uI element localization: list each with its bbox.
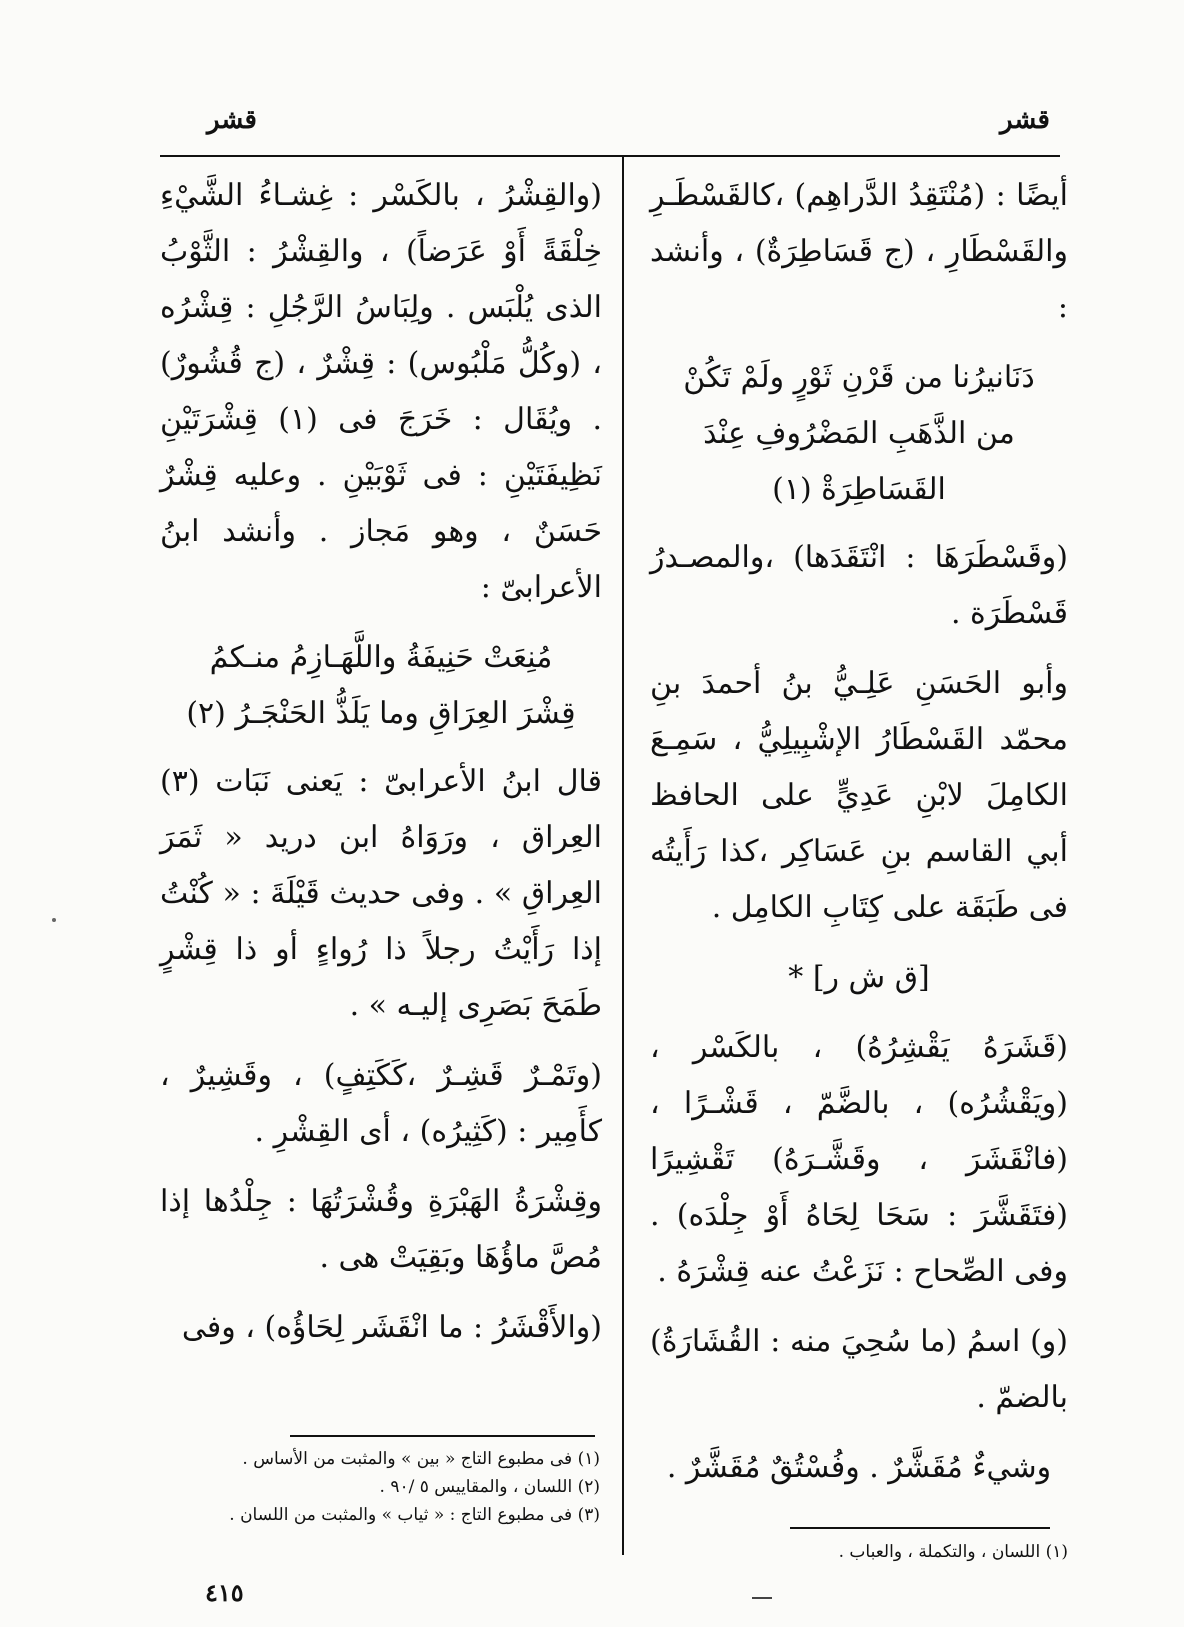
column-divider xyxy=(622,155,624,1555)
left-paragraph-4: وقِشْرَةُ الهَبْرَةِ وقُشْرَتُهَا : جِلْدُها إذا مُصَّ ماؤُهَا وبَقِيَتْ هى . xyxy=(160,1184,602,1275)
footnote-rule-right xyxy=(790,1527,1050,1529)
header-rule xyxy=(160,155,1060,157)
right-column xyxy=(650,168,1068,1510)
footnote-left-3: (٣) فى مطبوع التاج : « ثياب » والمثبت من اللسان . xyxy=(229,1505,600,1525)
running-head-left: قشر xyxy=(207,105,257,135)
printer-mark xyxy=(752,1597,772,1599)
footnotes-right xyxy=(650,1538,1068,1566)
right-paragraph-1: أيضًا : (مُنْتَقِدُ الدَّراهِم) ،كالقَسْطَـرِ والقَسْطَارِ ، (ج قَسَاطِرَةٌ) ، وأنشد : xyxy=(650,178,1068,325)
footnotes-left xyxy=(160,1445,600,1529)
left-paragraph-5: (والأَقْشَرُ : ما انْقَشَر لِحَاؤُه) ، وفى xyxy=(181,1310,602,1345)
right-paragraph-4: (قَشَرَهُ يَقْشِرُهُ) ، بالكَسْر ، (ويَقْشُرُه) ، بالضَّمّ ، قَشْـرًا ، (فانْقَشَرَ ، وقَشَّـرَهُ) تَقْشِيرًا (فتَقَشَّرَ : سَحَا لِحَاهُ أَوْ جِلْدَه) . وفى الصِّحاح : نَزَعْتُ عنه قِشْرَهُ . xyxy=(650,1030,1068,1289)
scan-speck xyxy=(52,918,56,922)
left-verse-line-2: قِشْرَ العِرَاقِ وما يَلَذُّ الحَنْجَـرُ (٢) xyxy=(186,696,576,731)
right-paragraph-3: وأبو الحَسَنِ عَلِـيُّ بنُ أحمدَ بنِ محمّد القَسْطَارُ الإشْبِيلِيُّ ، سَمِـعَ الكامِلَ لابْنِ عَدِيٍّ على الحافظ أبي القاسم بنِ عَسَاكِر ،كذا رَأَيتُه فى طَبَقَة على كِتَابِ الكامِل . xyxy=(650,666,1068,925)
running-head-right: قشر xyxy=(1000,105,1050,135)
footnote-left-1: (١) فى مطبوع التاج « بين » والمثبت من الأساس . xyxy=(242,1449,600,1469)
left-verse xyxy=(160,630,602,742)
left-verse-line-1: مُنِعَتْ حَنِيفَةُ واللَّهَـازِمُ منـكمُ xyxy=(209,640,553,675)
left-column xyxy=(160,168,602,1370)
left-paragraph-1: (والقِشْرُ ، بالكَسْر : غِشـاءُ الشَّيْءِ خِلْقَةً أَوْ عَرَضاً) ، والقِشْرُ : الثَّوْبُ الذى يُلْبَس . ولِبَاسُ الرَّجُلِ : قِشْرُه ، (وكُلُّ مَلْبُوس) : قِشْرٌ ، (ج قُشُورٌ) . ويُقَال : خَرَجَ فى (١) قِشْرَتَيْنِ نَظِيفَتَيْنِ : فى ثَوْبَيْنِ . وعليه قِشْرٌ حَسَنٌ ، وهو مَجاز . وأنشد ابنُ الأعرابىّ : xyxy=(160,178,602,605)
footnote-rule-left xyxy=(290,1435,595,1437)
entry-heading: [ق ش ر] * xyxy=(788,960,930,995)
left-paragraph-2: قال ابنُ الأعرابىّ : يَعنى نَبَات (٣) العِراق ، ورَوَاهُ ابن دريد « ثَمَرَ العِراقِ » . وفى حديث قَيْلَةَ : « كُنْتُ إذا رَأَيْتُ رجلاً ذا رُواءٍ أو ذا قِشْرٍ طَمَحَ بَصَرِى إليـه » . xyxy=(160,764,602,1023)
page-number: ٤١٥ xyxy=(205,1578,244,1607)
right-verse xyxy=(650,350,1068,518)
right-paragraph-5: (و) اسمُ (ما سُحِيَ منه : القُشَارَةُ) بالضمّ . xyxy=(650,1324,1068,1415)
right-paragraph-2: (وقَسْطَرَهَا : انْتَقَدَها) ،والمصـدرُ قَسْطَرَة . xyxy=(650,540,1068,631)
footnote-left-2: (٢) اللسان ، والمقاييس ٥ /٩٠ . xyxy=(379,1477,600,1497)
left-paragraph-3: (وتَمْـرٌ قَشِـرٌ ،كَكَتِفٍ) ، وقَشِيرٌ ، كأَمِير : (كَثِيرُه) ، أى القِشْرِ . xyxy=(160,1058,602,1149)
right-verse-line-1: دَنَانيرُنا من قَرْنِ ثَوْرٍ ولَمْ تَكُنْ xyxy=(683,360,1035,395)
footnote-right-1: (١) اللسان ، والتكملة ، والعباب . xyxy=(838,1542,1068,1562)
right-paragraph-6: وشيءٌ مُقَشَّرٌ . وفُسْتُقٌ مُقَشَّرٌ . xyxy=(666,1450,1052,1485)
right-verse-line-2: من الذَّهَبِ المَضْرُوفِ عِنْدَ القَسَاطِرَةْ (١) xyxy=(703,416,1015,507)
